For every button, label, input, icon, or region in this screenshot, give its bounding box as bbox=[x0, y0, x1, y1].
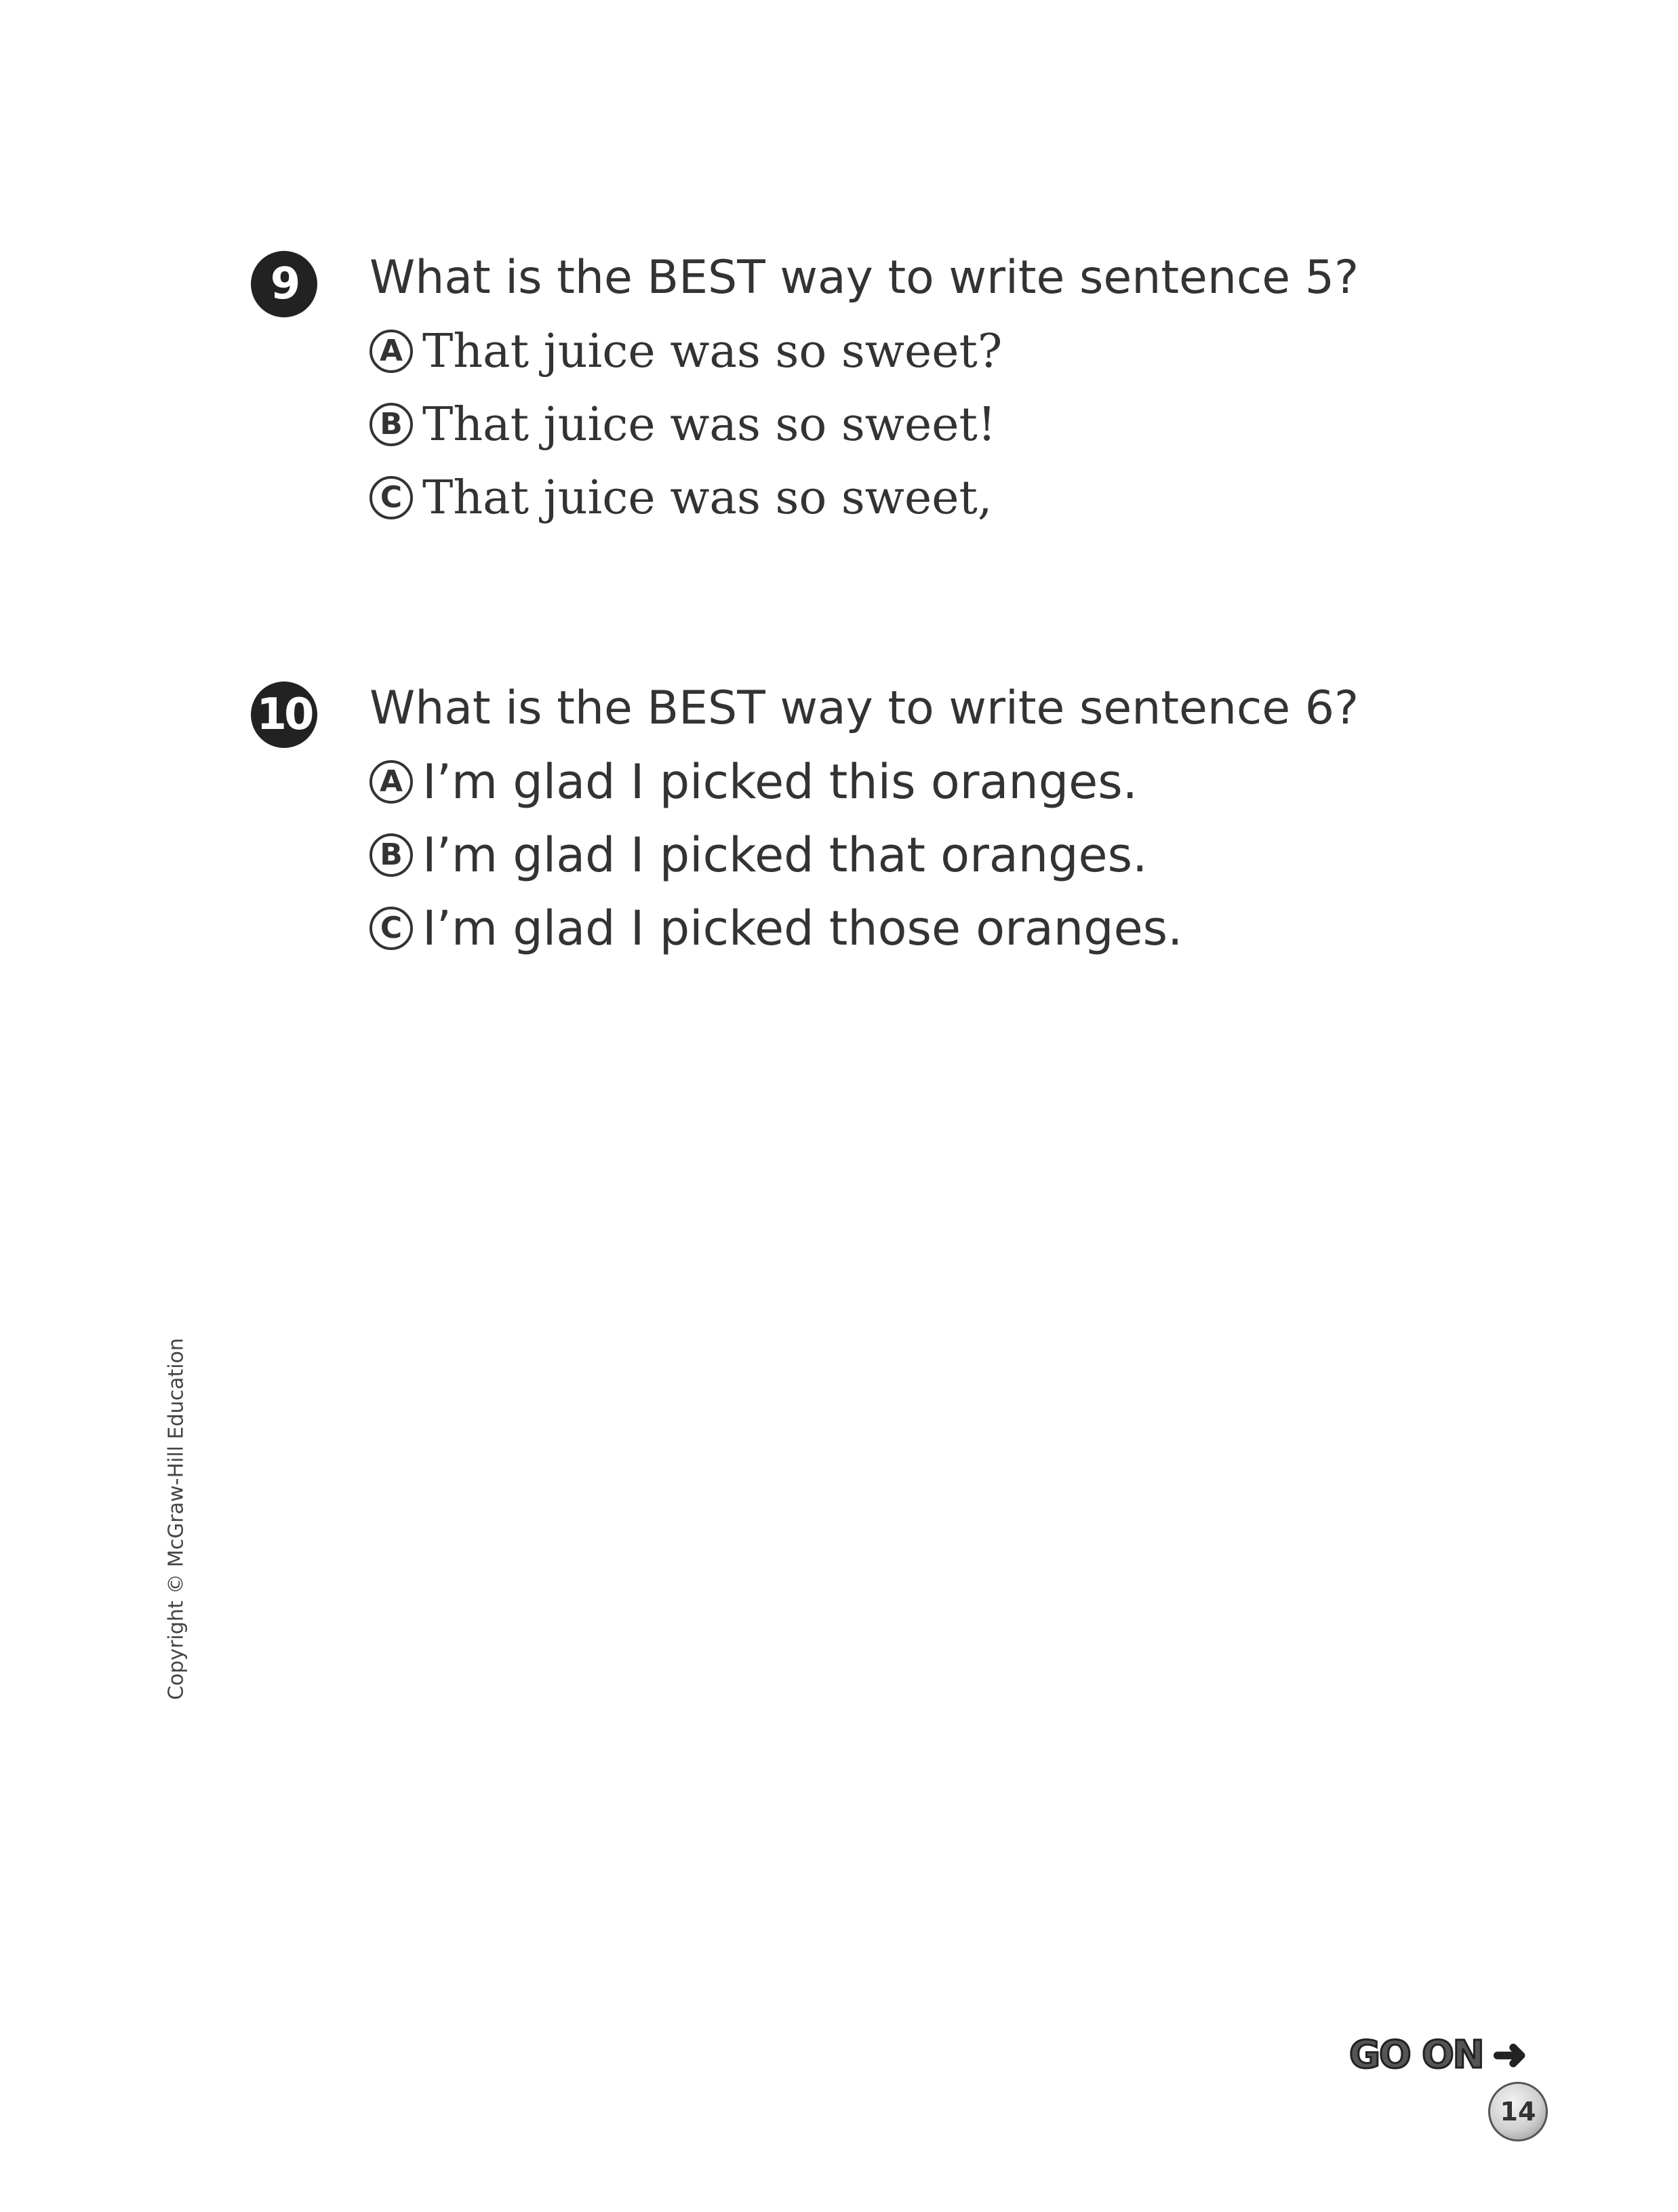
choice-text: That juice was so sweet! bbox=[422, 397, 997, 452]
choice-text: That juice was so sweet, bbox=[422, 471, 993, 525]
choice-bubble-b[interactable]: B bbox=[369, 833, 413, 877]
question-prompt: What is the BEST way to write sentence 5? bbox=[369, 251, 1359, 304]
copyright-notice: Copyright © McGraw-Hill Education bbox=[164, 1338, 188, 1700]
answer-choice-b[interactable] bbox=[369, 821, 1147, 889]
answer-choice-a[interactable] bbox=[369, 748, 1138, 816]
go-on-label: GO ON bbox=[1349, 2032, 1483, 2077]
choice-bubble-a[interactable]: A bbox=[369, 330, 413, 373]
answer-choice-c[interactable] bbox=[369, 464, 992, 532]
answer-choice-a[interactable] bbox=[369, 317, 1002, 385]
question-prompt: What is the BEST way to write sentence 6? bbox=[369, 682, 1359, 735]
question-number-badge: 10 bbox=[251, 682, 317, 748]
choice-text: I’m glad I picked those oranges. bbox=[422, 901, 1183, 956]
question-number-badge: 9 bbox=[251, 251, 317, 317]
go-on-indicator bbox=[1349, 2031, 1525, 2078]
choice-text: I’m glad I picked this oranges. bbox=[422, 754, 1138, 810]
arrow-right-icon: ➜ bbox=[1492, 2031, 1525, 2078]
answer-choice-b[interactable] bbox=[369, 391, 996, 458]
choice-text: I’m glad I picked that oranges. bbox=[422, 827, 1148, 883]
page-number: 14 bbox=[1488, 2082, 1548, 2141]
choice-bubble-b[interactable]: B bbox=[369, 403, 413, 446]
choice-text: That juice was so sweet? bbox=[422, 324, 1003, 378]
answer-choice-c[interactable] bbox=[369, 894, 1182, 962]
choice-bubble-c[interactable]: C bbox=[369, 476, 413, 519]
choice-bubble-c[interactable]: C bbox=[369, 907, 413, 950]
choice-bubble-a[interactable]: A bbox=[369, 760, 413, 804]
